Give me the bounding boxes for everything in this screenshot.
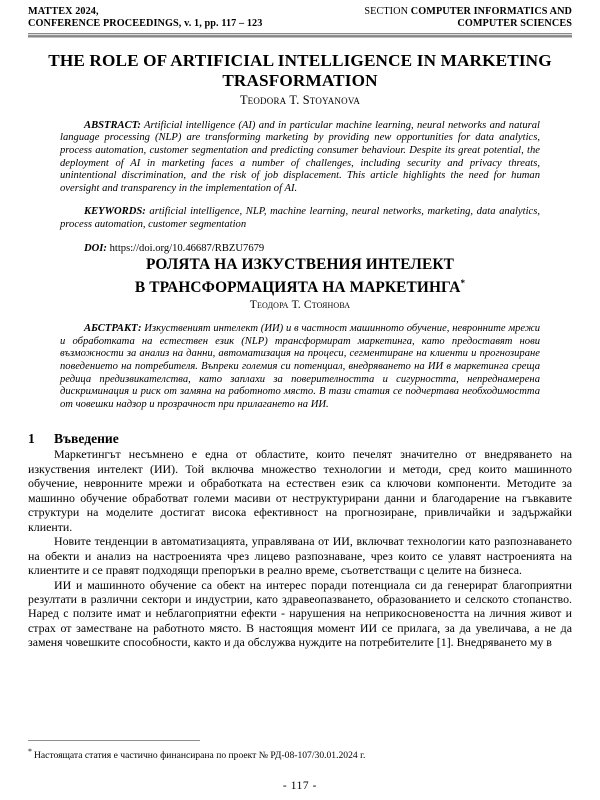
running-head-right [364, 6, 572, 31]
keywords-english [60, 206, 540, 231]
body-paragraph: Маркетингът несъмнено е една от областите, които печелят значително от внедряването на изкуствения интелект (ИИ). Той включва множество технологии и методи, сред които машинното обучение, невронните мрежи и обработката на естествен език са ключови компоненти. Методите за машинно обучение обработват големи масиви от неструктурирани данни и благодарение на гъвкавите структури на моделите достигат висока ефективност на прогнозиране, привличайки и задържайки клиенти. [28, 447, 572, 534]
section-name-line1 [364, 6, 572, 18]
footnote-marker: * [28, 747, 32, 757]
proceedings-volume-pages: CONFERENCE PROCEEDINGS, v. 1, pp. 117 – 123 [28, 18, 263, 30]
authors-bulgarian: Теодора Т. Стоянова [249, 298, 351, 312]
section-name-line2: COMPUTER SCIENCES [457, 18, 572, 30]
footnote-divider-rule [28, 740, 200, 741]
running-head [28, 6, 572, 31]
abstract-english [60, 120, 540, 196]
footnote-text: Настоящата статия е частично финансирана по проект № РД-08-107/30.01.2024 г. [34, 750, 366, 762]
abstract-text-english: Artificial intelligence (AI) and in particular machine learning, neural networks and natural language processing (NLP) are transforming marketing by providing new opportunities for data analytics, process automation, customer segmentation and predicting consumer behaviour. Despite its great potential, the deployment of AI in marketing faces a number of challenges, including security and privacy threats, unintentional discrimination, and the risk of job displacement. This article highlights the need for human oversight and transparency in the implementation of AI. [60, 119, 540, 194]
paper-title-bulgarian [28, 255, 572, 297]
paper-title-english: THE ROLE OF ARTIFICIAL INTELLIGENCE IN MARKETING TRASFORMATION [48, 50, 552, 91]
authors-english: Teodora T. Stoyanova [239, 92, 361, 107]
section-word: SECTION [364, 6, 411, 17]
section-number: 1 [28, 431, 35, 447]
doi-label: DOI: [84, 242, 107, 254]
abstract-label-bulgarian: АБСТРАКТ: [84, 323, 142, 335]
footnote [28, 746, 572, 762]
proceedings-name: MATTEX 2024, [28, 6, 99, 17]
doi-line [60, 243, 540, 256]
section-name-bold: COMPUTER INFORMATICS AND [410, 6, 572, 17]
doi-value[interactable]: https://doi.org/10.46687/RBZU7679 [106, 242, 265, 254]
abstract-label-english: ABSTRACT: [84, 119, 141, 131]
paper-title-bulgarian-line1: РОЛЯТА НА ИЗКУСТВЕНИЯ ИНТЕЛЕКТ [146, 256, 454, 274]
paper-title-bulgarian-line2 [28, 274, 572, 297]
paper-title-bulgarian-line2-text: В ТРАНСФОРМАЦИЯТА НА МАРКЕТИНГА [134, 279, 461, 297]
running-head-left [28, 6, 262, 31]
keywords-text-english: artificial intelligence, NLP, machine learning, neural networks, marketing, data analytics, process automation, customer segmentation [60, 206, 540, 230]
section-heading [28, 431, 572, 447]
title-footnote-marker: * [460, 278, 466, 289]
abstract-bulgarian [60, 323, 540, 411]
body-paragraph: Новите тенденции в автоматизацията, управлявана от ИИ, включват технологии като разпознаването на обекти и анализ на настроенията чрез лицево разпознаване, чрез които се улавят настроенията на клиентите и се правят подходящи препоръки в реално време, съответстващи с целите на бизнеса. [28, 534, 572, 578]
page-number: - 117 - [282, 780, 318, 792]
body-paragraph: ИИ и машинното обучение са обект на интерес поради потенциала си да генерират благоприятни резултати в различни сектори и индустрии, като здравеопазването, образованието и селското стопанство. Наред с ползите имат и неблагоприятни ефекти - нарушения на неприкосновеността на личния живот и страх от заместване на работното място. В настоящия момент ИИ се прилага, за да увеличава, а не да заменя човешките способности, както и да обслужва нуждите на потребителите [1]. Внедряването му в [28, 577, 572, 650]
abstract-text-bulgarian: Изкуственият интелект (ИИ) и в частност машинното обучение, невронните мрежи и обработката на естествен език (NLP) трансформират маркетинга, като предоставят нови възможности за анализ на данни, автоматизация на процеси, сегментиране на клиенти и прогнозиране поведението на потребителя. Въпреки големия си потенциал, внедряването на ИИ в маркетинга среща редица предизвикателства, като заплахи за поверителността и сигурността, непреднамерена дискриминация и риск от замяна на работното място. В тази статия се подчертава необходимостта от човешки надзор и прозрачност при прилагането на ИИ. [60, 323, 540, 410]
footnote-area [28, 740, 572, 762]
section-title: Въведение [54, 431, 119, 447]
keywords-label-english: KEYWORDS: [84, 206, 146, 218]
header-divider-rule [28, 33, 572, 38]
